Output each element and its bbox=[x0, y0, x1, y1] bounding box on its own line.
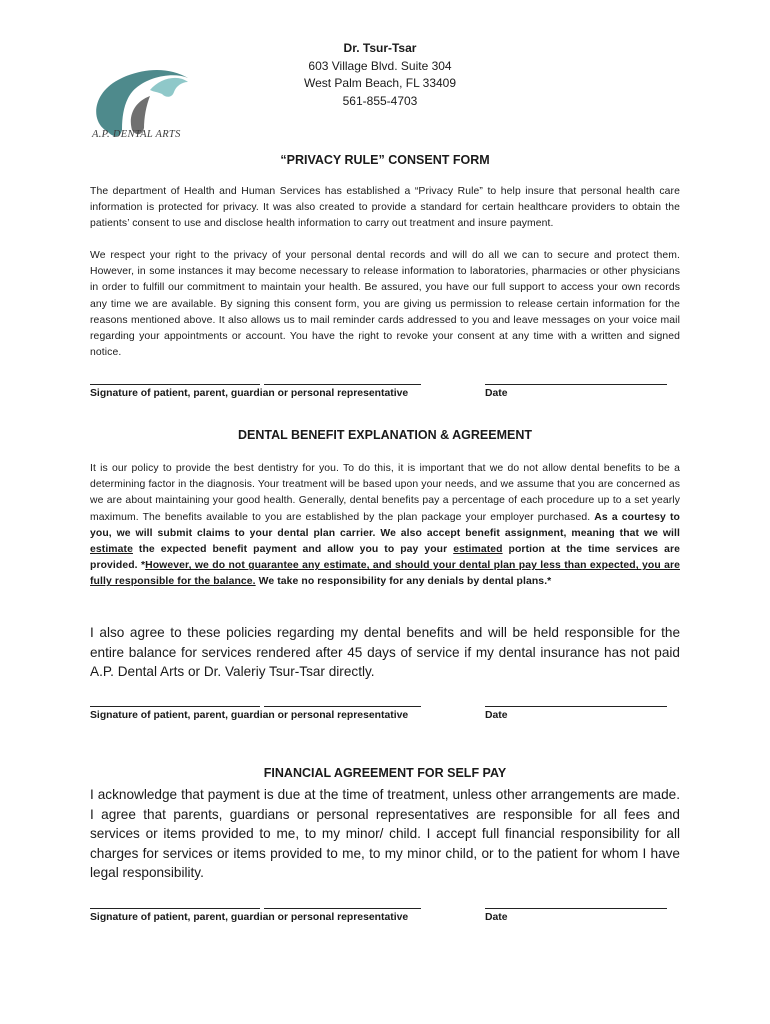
date-label: Date bbox=[485, 710, 508, 721]
signature-block-financial bbox=[90, 900, 680, 930]
privacy-paragraph-1: The department of Health and Human Services has established a “Privacy Rule” to help insure that personal health care information is protected for privacy. It was also created to provide a standard for certain healthcare providers to obtain the patients’ consent to use and disclose health information to carry out treatment and insure payment. bbox=[90, 186, 680, 230]
signature-line[interactable] bbox=[264, 706, 421, 707]
financial-paragraph: I acknowledge that payment is due at the time of treatment, unless other arrangements are made. I agree that parents, guardians or personal representatives are responsible for all fees and services or items provided to me, to my minor/ child. I accept full financial responsibility for all charges for services or items provided to me, to my minor child, or to the patient for whom I have legal responsibility. bbox=[90, 787, 680, 880]
date-line[interactable] bbox=[485, 706, 667, 707]
benefit-bold: As a courtesy to you, we will submit claims to your dental plan carrier. We also accept benefit assignment, meaning that we will bbox=[90, 511, 680, 539]
practice-address bbox=[280, 40, 480, 110]
benefit-underline: estimated bbox=[453, 544, 503, 556]
signature-label: Signature of patient, parent, guardian or personal representative bbox=[90, 710, 409, 721]
benefit-paragraph bbox=[90, 461, 680, 591]
date-line[interactable] bbox=[485, 908, 667, 909]
benefit-bold: We take no responsibility for any denials by dental plans.* bbox=[255, 576, 552, 588]
privacy-paragraph-2: We respect your right to the privacy of your personal dental records and will do all we can to secure and protect them. However, in some instances it may become necessary to release information to laboratories, pharmacies or other physicians in order to fulfill our commitment to maintain your health. Be assured, you have our full support to access your own records any time we are available. By signing this consent form, you are giving us permission to release certain information for the reasons mentioned above. It also allows us to mail reminder cards addressed to you and leave messages on your voice mail regarding your appointments or account. You have the right to revoke your consent at any time with a written and signed notice. bbox=[90, 250, 680, 359]
signature-line[interactable] bbox=[90, 384, 260, 385]
benefit-underline: estimate bbox=[90, 544, 133, 556]
signature-block-privacy bbox=[90, 376, 680, 406]
logo-text: A.P. DENTAL ARTS bbox=[92, 129, 181, 140]
date-line[interactable] bbox=[485, 384, 667, 385]
doctor-name: Dr. Tsur-Tsar bbox=[343, 41, 417, 55]
benefit-underline: However, we do not guarantee any estimate, and should your dental plan pay less than expected, you are fully responsible for the balance. bbox=[90, 560, 680, 588]
signature-line[interactable] bbox=[264, 384, 421, 385]
benefit-text: It is our policy to provide the best dentistry for you. To do this, it is important that we do not allow dental benefits to be a determining factor in the diagnosis. Your treatment will be based upon your needs, and we assume that you are concerned as we are about maintaining your good health. Generally, dental benefits pay a percentage of each procedure up to a set yearly maximum. The benefits available to you are established by the plan package your employer purchased. bbox=[90, 463, 680, 523]
benefit-bold: portion at the time services are provided. * bbox=[90, 544, 681, 572]
address-line-2: West Palm Beach, FL 33409 bbox=[303, 76, 457, 90]
benefit-title: DENTAL BENEFIT EXPLANATION & AGREEMENT bbox=[238, 428, 532, 442]
signature-line[interactable] bbox=[90, 706, 260, 707]
date-label: Date bbox=[485, 912, 508, 923]
signature-label: Signature of patient, parent, guardian or personal representative bbox=[90, 388, 409, 399]
signature-line[interactable] bbox=[264, 908, 421, 909]
address-line-1: 603 Village Blvd. Suite 304 bbox=[308, 58, 452, 73]
privacy-title: “PRIVACY RULE” CONSENT FORM bbox=[280, 153, 490, 167]
financial-title: FINANCIAL AGREEMENT FOR SELF PAY bbox=[263, 766, 507, 780]
phone-number: 561-855-4703 bbox=[342, 93, 418, 108]
benefit-bold: the expected benefit payment and allow you to pay your bbox=[132, 544, 454, 556]
date-label: Date bbox=[485, 388, 508, 399]
signature-label: Signature of patient, parent, guardian or personal representative bbox=[90, 912, 409, 923]
signature-line[interactable] bbox=[90, 908, 260, 909]
signature-block-benefit bbox=[90, 698, 680, 728]
benefit-agreement: I also agree to these policies regarding my dental benefits and will be held responsible for the entire balance for services rendered after 45 days of service if my dental insurance has not paid A.P. Dental Arts or Dr. Valeriy Tsur-Tsar directly. bbox=[90, 625, 680, 679]
